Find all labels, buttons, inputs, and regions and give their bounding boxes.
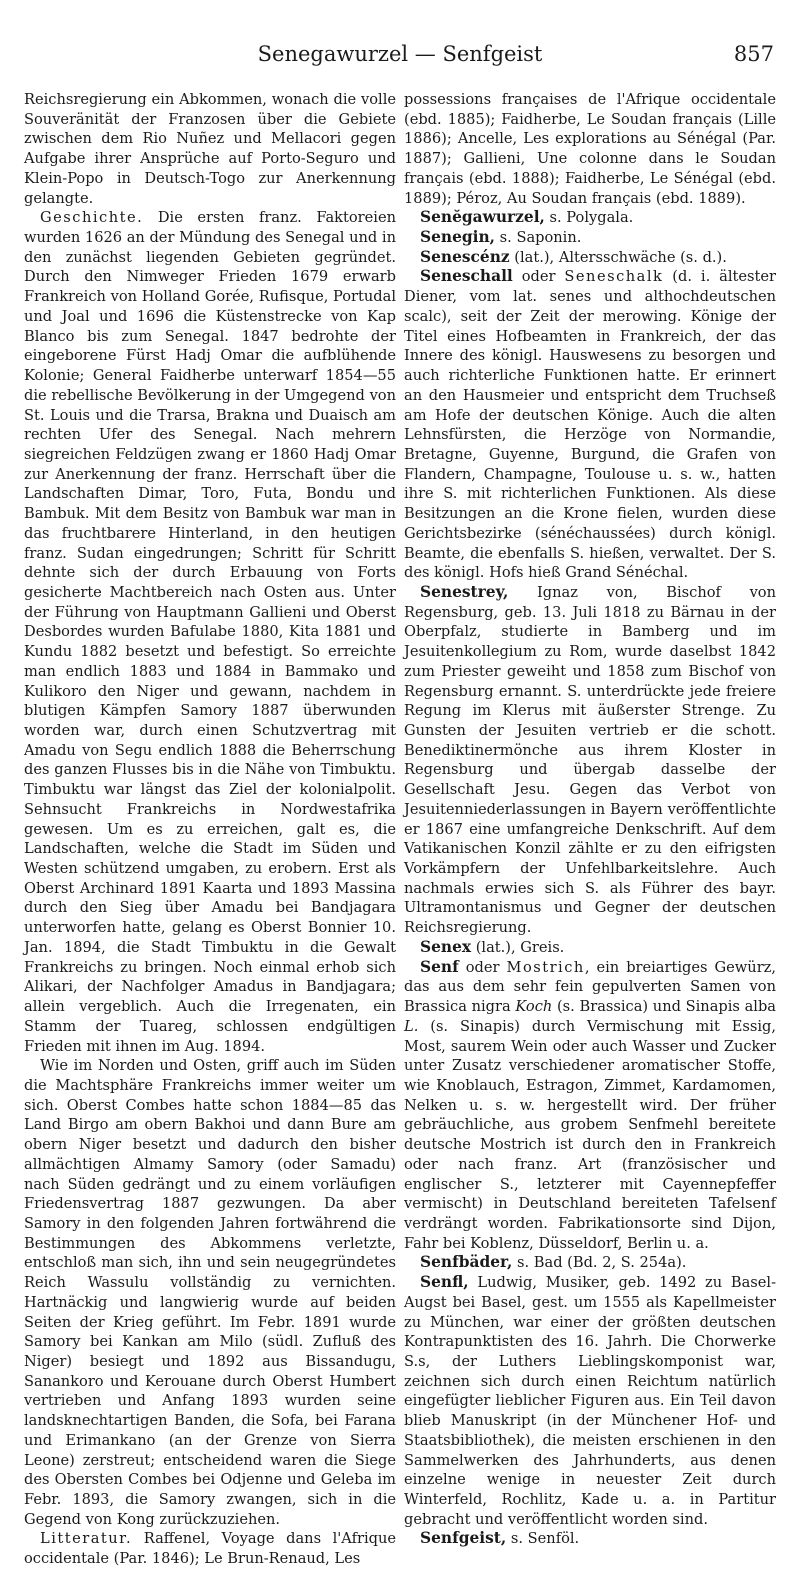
entry-senegawurzel	[404, 208, 776, 228]
entry-senegin	[404, 228, 776, 248]
entry-senfl	[404, 1273, 776, 1529]
literature-continuation: possessions françaises de l'Afrique occidentale (ebd. 1885); Faidherbe, Le Soudan français (Lille 1886); Ancelle, Les explorations au Sénégal (Par. 1887); Gallieni, Une colonne dans le Soudan français (ebd. 1888); Faidherbe, Le Sénégal (ebd. 1889); Péroz, Au Soudan français (ebd. 1889).	[404, 91, 776, 207]
headword: Senegin,	[420, 228, 496, 247]
entry-text: oder	[512, 268, 565, 286]
entry-text: s. Saponin.	[495, 229, 582, 247]
entry-text: s. Polygala.	[544, 209, 634, 227]
section-label-history: Geschichte.	[40, 209, 144, 227]
paragraph-south: Wie im Norden und Osten, griff auch im Süden die Machtsphäre Frankreichs immer weiter um sich. Oberst Combes hatte schon 1884—85 das Land Birgo am obern Bakhoi und dann Bure am obern Niger besetzt und dadurch den bisher allmächtigen Almamy Samory (oder Samadu) nach Süden gedrängt und zu einem vorläufigen Friedensvertrag 1887 gezwungen. Da aber Samory in den folgenden Jahren fortwährend die Bestimmungen des Abkommens verletzte, entschloß man sich, ihn und sein neugegründetes Reich Wassulu vollständig zu vernichten. Hartnäckig und langwierig wurde auf beiden Seiten der Krieg geführt. Im Febr. 1891 wurde Samory bei Kankan am Milo (südl. Zufluß des Niger) besiegt und 1892 aus Bissandugu, Sanankoro und Kerouane durch Oberst Humbert vertrieben und Anfang 1893 wurden seine landsknechtartigen Banden, die Sofa, bei Farana und Erimankano (an der Grenze von Sierra Leone) zerstreut; entscheidend waren die Siege des Obersten Combes bei Odjenne und Geleba im Febr. 1893, die Samory zwangen, sich in die Gegend von Kong zurückzuziehen.	[24, 1057, 396, 1528]
author-abbrev: Koch	[515, 998, 553, 1016]
entry-senex	[404, 938, 776, 958]
entry-text: s. Senföl.	[506, 1530, 580, 1548]
headword: Senfgeist,	[420, 1529, 507, 1548]
entry-text: (s. Sinapis) durch Vermischung mit Essig, Most, saurem Wein oder auch Wasser und Zucker unter Zusatz verschiedener aromatischer Stoffe, wie Knoblauch, Estragon, Zimmet, Kardamomen, Nelken u. s. w. hergestellt wird. Der früher gebräuchliche, aus grobem Senfmehl bereitete deutsche Mostrich ist durch den in Frankreich oder nach franz. Art (französischer und englischer S., letzterer mit Cayennepfeffer vermischt) in Deutschland bereiteten Tafelsenf verdrängt worden. Fabrikationsorte sind Dijon, Fahr bei Koblenz, Düsseldorf, Berlin u. a.	[404, 1017, 776, 1252]
entry-text: (d. i. ältester Diener, vom lat. senes und althochdeutschen scalc), seit der Zeit der merowing. Könige der Titel eines Hofbeamten in Frankreich, der das Innere des königl. Hauswesens zu besorgen und auch richterliche Funktionen hatte. Er erinnert an den Hausmeier und entspricht dem Truchseß am Hofe der deutschen Könige. Auch die alten Lehnsfürsten, die Herzöge von Normandie, Bretagne, Guyenne, Burgund, die Grafen von Flandern, Champagne, Toulouse u. s. w., hatten ihre S. mit richterlichen Funktionen. Als diese Besitzungen an die Krone fielen, wurden diese Gerichtsbezirke (sénéchaussées) durch königl. Beamte, die ebenfalls S. hießen, verwaltet. Der S. des königl. Hofs hieß Grand Sénéchal.	[404, 268, 776, 582]
headword: Seneschall	[420, 267, 513, 286]
page-header	[24, 20, 776, 66]
text-columns	[24, 90, 776, 1569]
section-label-literature: Litteratur.	[40, 1530, 133, 1548]
entry-seneschall	[404, 267, 776, 583]
headword: Senescénz	[420, 247, 510, 266]
entry-text: (s. Brassica) und Sinapis alba	[552, 998, 776, 1016]
headword: Senestrey,	[420, 582, 509, 601]
entry-text: Ludwig, Musiker, geb. 1492 zu Basel-Augst bei Basel, gest. um 1555 als Kapellmeister zu München, war einer der größten deutschen Kontrapunktisten des 16. Jahrh. Die Chorwerke S.s, der Luthers Lieblingskomponist war, zeichnen sich durch einen Reichtum natürlich eingefügter lieblicher Figuren aus. Ein Teil davon blieb Manuskript (in der Münchener Hof- und Staatsbibliothek), die meisten erschienen in den Sammelwerken des Jahrhunderts, aus denen einzelne wenige in neuester Zeit durch Winterfeld, Rochlitz, Kade u. a. in Partitur gebracht und veröffentlicht worden sind.	[404, 1274, 776, 1528]
entry-text: oder	[458, 958, 507, 976]
literature-text: Raffenel, Voyage dans l'Afrique occidentale (Par. 1846); Le Brun-Renaud, Les	[24, 1530, 396, 1568]
entry-senescenz	[404, 248, 776, 268]
page-number: 857	[733, 42, 774, 66]
entry-text: (lat.), Greis.	[471, 938, 565, 956]
entry-text: (lat.), Altersschwäche (s. d.).	[509, 248, 727, 266]
paragraph-continuation: Reichsregierung ein Abkommen, wonach die volle Souveränität der Franzosen über die Gebiete zwischen dem Rio Nuñez und Mellacori gegen Aufgabe ihrer Ansprüche auf Porto-Seguro und Klein-Popo in Deutsch-Togo zur Anerkennung gelangte.	[24, 91, 396, 207]
running-title: Senegawurzel — Senfgeist	[257, 42, 543, 66]
author-abbrev: L.	[404, 1017, 419, 1035]
entry-senfgeist	[404, 1529, 776, 1549]
history-text: Die ersten franz. Faktoreien wurden 1626 an der Mündung des Senegal und in den zunächst liegenden Gebieten gegründet. Durch den Nimweger Frieden 1679 erwarb Frankreich von Holland Gorée, Rufisque, Portudal und Joal und 1696 die Küstenstrecke von Kap Blanco bis zum Senegal. 1847 bedrohte der eingeborene Fürst Hadj Omar die aufblühende Kolonie; General Faidherbe unterwarf 1854—55 die rebellische Bevölkerung in der Umgegend von St. Louis und die Trarsa, Brakna und Duaisch am rechten Ufer des Senegal. Nach mehrern siegreichen Feldzügen zwang er 1860 Hadj Omar zur Anerkennung der franz. Herrschaft über die Landschaften Dimar, Toro, Futa, Bondu und Bambuk. Mit dem Besitz von Bambuk war man in das fruchtbarere Hinterland, in den heutigen franz. Sudan eingedrungen; Schritt für Schritt dehnte sich der durch Erbauung von Forts gesicherte Machtbereich nach Osten aus. Unter der Führung von Hauptmann Gallieni und Oberst Desbordes wurden Bafulabe 1880, Kita 1881 und Kundu 1882 besetzt und befestigt. So erreichte man endlich 1883 und 1884 in Bammako und Kulikoro den Niger und gewann, nachdem in blutigen Kämpfen Samory 1887 überwunden worden war, durch einen Schutzvertrag mit Amadu von Segu endlich 1888 die Beherrschung des ganzen Flusses bis in die Nähe von Timbuktu. Timbuktu war längst das Ziel der kolonialpolit. Sehnsucht Frankreichs in Nordwestafrika gewesen. Um es zu erreichen, galt es, die Landschaften, welche die Stadt im Süden und Westen schützend umgaben, zu erobern. Erst als Oberst Archinard 1891 Kaarta und 1893 Massina durch den Sieg über Amadu bei Bandjagara unterworfen hatte, gelang es Oberst Bonnier 10. Jan. 1894, die Stadt Timbuktu in die Gewalt Frankreichs zu bringen. Noch einmal erhob sich Alikari, der Nachfolger Amadus in Bandjagara; allein vergeblich. Auch die Irregenaten, ein Stamm der Tuareg, schlossen endgültigen Frieden mit ihnen im Aug. 1894.	[24, 209, 396, 1055]
headword: Senex	[420, 937, 472, 956]
entry-text: , ein breiartiges Gewürz, das aus dem sehr fein gepulverten Samen von Brassica nigra	[404, 958, 776, 1016]
headword: Senf	[420, 957, 459, 976]
paragraph-literature	[24, 1529, 396, 1568]
headword: Senĕgawurzel,	[420, 208, 545, 227]
left-column	[24, 90, 396, 1569]
entry-senestrey	[404, 583, 776, 938]
alternate-headword: Mostrich	[506, 958, 585, 976]
entry-senfbaeder	[404, 1253, 776, 1273]
headword: Senfl,	[420, 1273, 469, 1292]
alternate-headword: Seneschalk	[564, 268, 664, 286]
entry-text: Ignaz von, Bischof von Regensburg, geb. 13. Juli 1818 zu Bärnau in der Oberpfalz, studierte in Bamberg und im Jesuitenkollegium zu Rom, wurde daselbst 1842 zum Priester geweiht und 1858 zum Bischof von Regensburg ernannt. S. unterdrückte jede freiere Regung im Klerus mit äußerster Strenge. Zu Gunsten der Jesuiten vertrieb er die schott. Benediktinermönche aus ihrem Kloster in Regensburg und übergab dasselbe der Gesellschaft Jesu. Gegen das Verbot von Jesuitenniederlassungen in Bayern veröffentlichte er 1867 eine umfangreiche Denkschrift. Auf dem Vatikanischen Konzil zählte er zu den eifrigsten Vorkämpfern der Unfehlbarkeitslehre. Auch nachmals erwies sich S. als Führer des bayr. Ultramontanismus und Gegner der deutschen Reichsregierung.	[404, 583, 776, 937]
paragraph-history	[24, 208, 396, 1056]
entry-text: s. Bad (Bd. 2, S. 254a).	[512, 1254, 687, 1272]
entry-senf	[404, 958, 776, 1254]
right-column	[404, 90, 776, 1569]
headword: Senfbäder,	[420, 1253, 513, 1272]
